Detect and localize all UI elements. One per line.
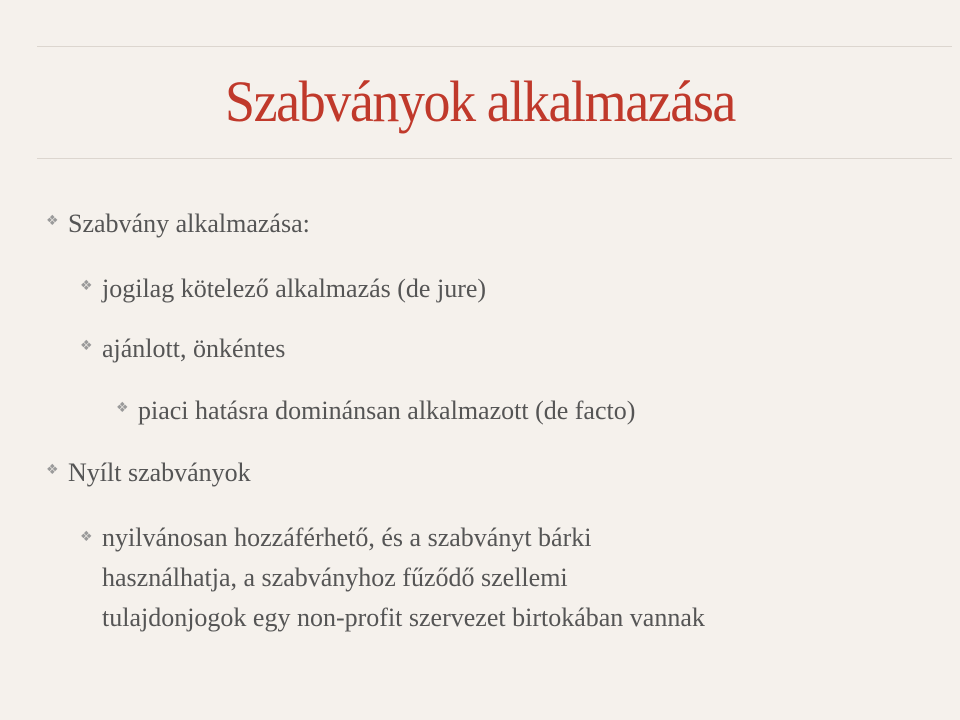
top-divider: [37, 46, 952, 47]
list-item-line: tulajdonjogok egy non-profit szervezet birtokában vannak: [102, 603, 705, 632]
diamond-bullet-icon: ❖: [80, 529, 93, 545]
list-item-text: [102, 518, 922, 638]
title-divider: [37, 158, 952, 159]
diamond-bullet-icon: ❖: [116, 400, 129, 416]
diamond-bullet-icon: ❖: [46, 213, 59, 229]
diamond-bullet-icon: ❖: [46, 462, 59, 478]
list-item: [116, 394, 635, 428]
diamond-bullet-icon: ❖: [80, 338, 93, 354]
list-item-text: piaci hatásra dominánsan alkalmazott (de facto): [138, 396, 636, 425]
list-item-line: nyilvánosan hozzáférhető, és a szabványt bárki: [102, 523, 592, 552]
list-item: [80, 272, 486, 306]
list-item: [80, 518, 922, 638]
list-item: [80, 332, 285, 366]
list-item: [46, 207, 310, 241]
list-item-text: Szabvány alkalmazása:: [68, 209, 310, 238]
list-item-text: Nyílt szabványok: [68, 458, 251, 487]
list-item-text: ajánlott, önkéntes: [102, 334, 286, 363]
list-item-text: jogilag kötelező alkalmazás (de jure): [102, 274, 487, 303]
list-item-line: használhatja, a szabványhoz fűződő szellemi: [102, 563, 568, 592]
list-item: [46, 456, 251, 490]
slide-title: Szabványok alkalmazása: [225, 69, 735, 134]
diamond-bullet-icon: ❖: [80, 278, 93, 294]
